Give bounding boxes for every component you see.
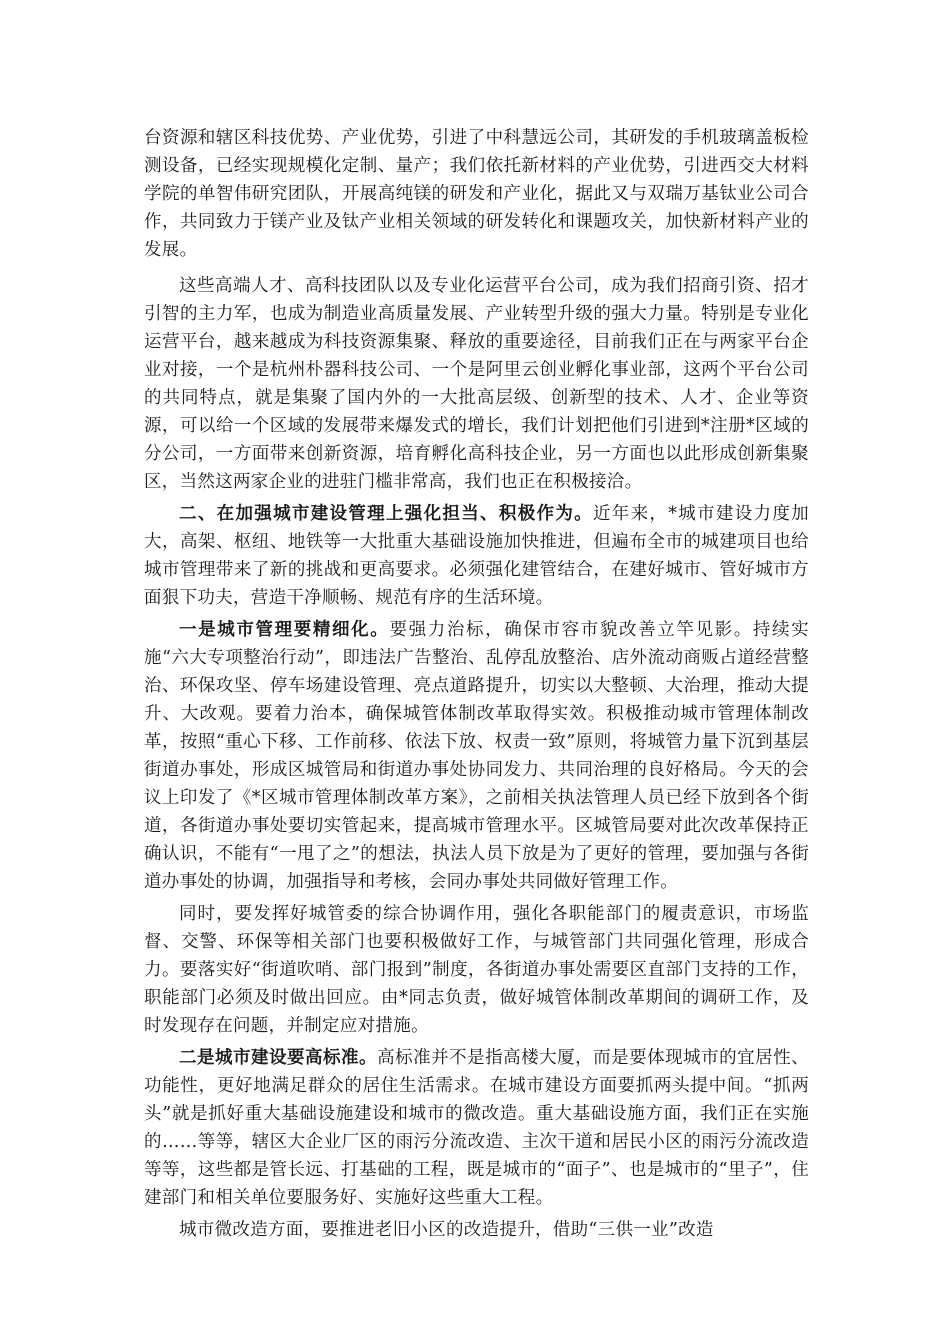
body-text: [144, 124, 809, 1247]
paragraph-5: [144, 900, 809, 1040]
paragraph-4: [144, 616, 809, 896]
paragraph-2: [144, 272, 809, 496]
paragraph-1: [144, 124, 809, 264]
subheading-2: 二是城市建设要高标准。: [179, 1048, 378, 1068]
paragraph-7-text: 城市微改造方面，要推进老旧小区的改造提升，借助“三供一业”改造: [179, 1220, 714, 1240]
section-heading-2: 二、在加强城市建设管理上强化担当、积极作为。: [179, 504, 593, 524]
paragraph-2-text: 这些高端人才、高科技团队以及专业化运营平台公司，成为我们招商引资、招才引智的主力军，也成为制造业高质量发展、产业转型升级的强大力量。特别是专业化运营平台，越来越成为科技资源集聚、释放的重要途径，目前我们正在与两家平台企业对接，一个是杭州朴器科技公司、一个是阿里云创业孵化事业部，这两个平台公司的共同特点，就是集聚了国内外的一大批高层级、创新型的技术、人才、企业等资源，可以给一个区域的发展带来爆发式的增长，我们计划把他们引进到*注册*区域的分公司，一方面带来创新资源，培育孵化高科技企业，另一方面也以此形成创新集聚区，当然这两家企业的进驻门槛非常高，我们也正在积极接洽。: [144, 276, 809, 492]
paragraph-3-text: 近年来，*城市建设力度加大，高架、枢纽、地铁等一大批重大基础设施加快推进，但遍布全市的城建项目也给城市管理带来了新的挑战和更高要求。必须强化建管结合，在建好城市、管好城市方面狠下功夫，营造干净顺畅、规范有序的生活环境。: [144, 504, 809, 608]
paragraph-4-text: 要强力治标，确保市容市貌改善立竿见影。持续实施“六大专项整治行动”，即违法广告整治、乱停乱放整治、店外流动商贩占道经营整治、环保攻坚、停车场建设管理、亮点道路提升，切实以大整顿、大治理，推动大提升、大改观。要着力治本，确保城管体制改革取得实效。积极推动城市管理体制改革，按照“重心下移、工作前移、依法下放、权责一致”原则，将城管力量下沉到基层街道办事处，形成区城管局和街道办事处协同发力、共同治理的良好格局。今天的会议上印发了《*区城市管理体制改革方案》，之前相关执法管理人员已经下放到各个街道，各街道办事处要切实管起来，提高城市管理水平。区城管局要对此次改革保持正确认识，不能有“一甩了之”的想法，执法人员下放是为了更好的管理，要加强与各街道办事处的协调，加强指导和考核，会同办事处共同做好管理工作。: [144, 620, 809, 892]
paragraph-6-text: 高标准并不是指高楼大厦，而是要体现城市的宜居性、功能性，更好地满足群众的居住生活需求。在城市建设方面要抓两头提中间。“抓两头”就是抓好重大基础设施建设和城市的微改造。重大基础设施方面，我们正在实施的……等等，辖区大企业厂区的雨污分流改造、主次干道和居民小区的雨污分流改造等等，这些都是管长远、打基础的工程，既是城市的“面子”、也是城市的“里子”，住建部门和相关单位要服务好、实施好这些重大工程。: [144, 1048, 809, 1208]
paragraph-3: [144, 500, 809, 612]
subheading-1: 一是城市管理要精细化。: [179, 620, 390, 640]
paragraph-5-text: 同时，要发挥好城管委的综合协调作用，强化各职能部门的履责意识，市场监督、交警、环保等相关部门也要积极做好工作，与城管部门共同强化管理，形成合力。要落实好“街道吹哨、部门报到”制度，各街道办事处需要区直部门支持的工作，职能部门必须及时做出回应。由*同志负责，做好城管体制改革期间的调研工作，及时发现存在问题，并制定应对措施。: [144, 904, 809, 1036]
paragraph-6: [144, 1044, 809, 1212]
paragraph-1-text: 台资源和辖区科技优势、产业优势，引进了中科慧远公司，其研发的手机玻璃盖板检测设备，已经实现规模化定制、量产；我们依托新材料的产业优势，引进西交大材料学院的单智伟研究团队，开展高纯镁的研发和产业化，据此又与双瑞万基钛业公司合作，共同致力于镁产业及钛产业相关领域的研发转化和课题攻关，加快新材料产业的发展。: [144, 128, 809, 260]
paragraph-7: [144, 1216, 809, 1244]
